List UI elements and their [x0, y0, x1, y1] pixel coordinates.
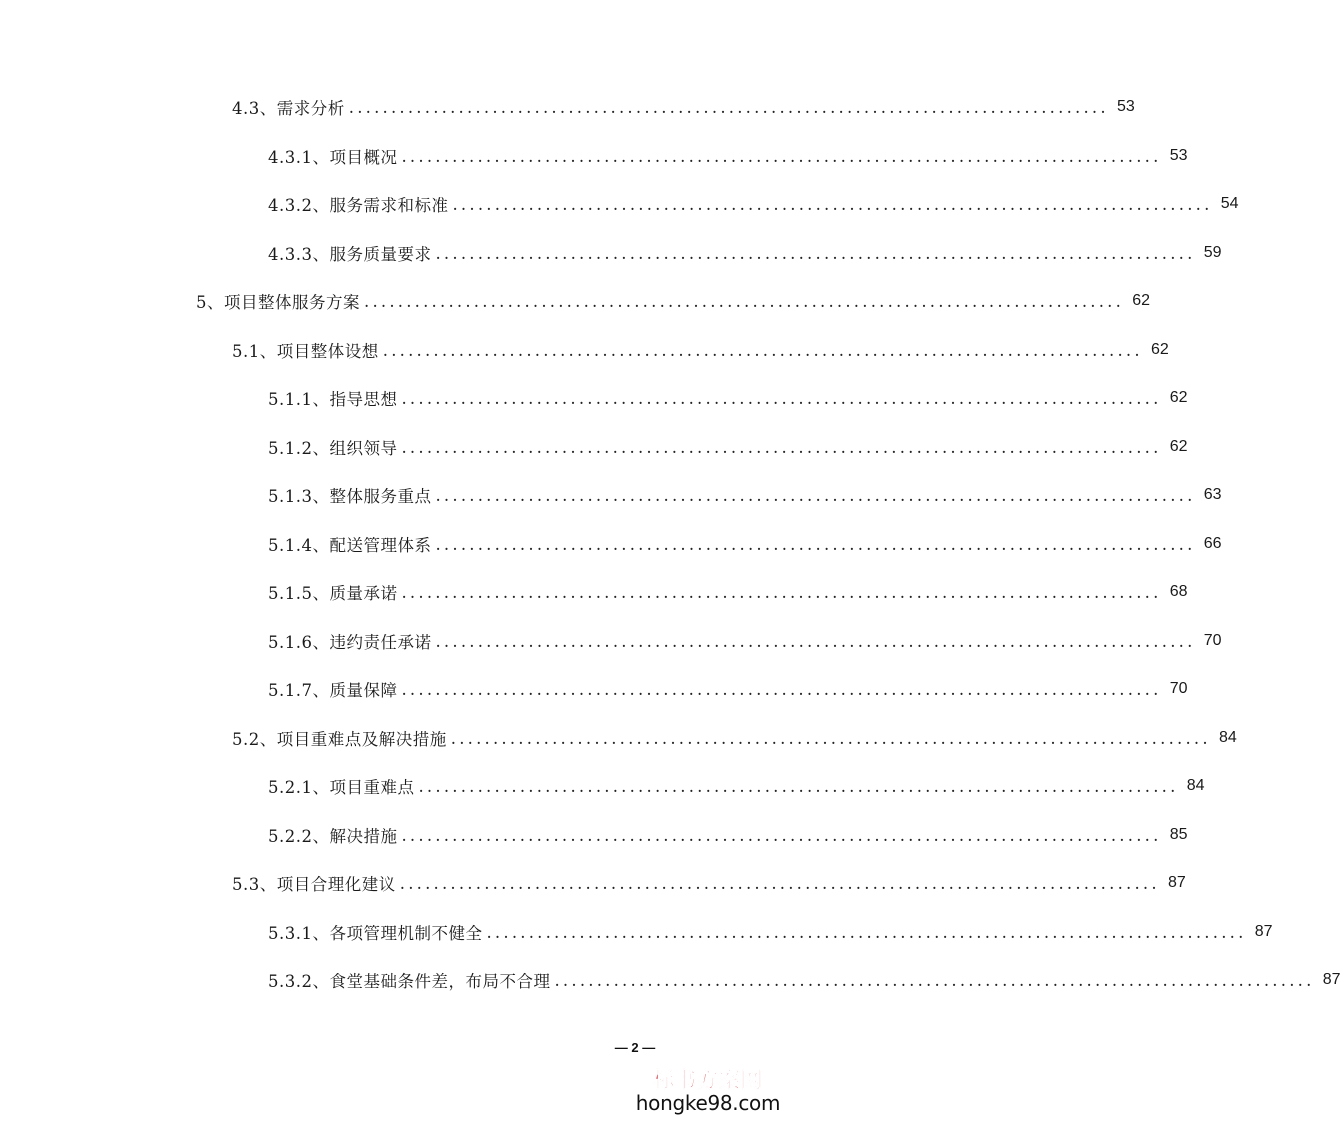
toc-leader-dots: .......................................................................................... [435, 534, 1196, 554]
watermark [633, 1068, 783, 1114]
toc-entry[interactable] [268, 375, 1188, 421]
toc-entry-page: 87 [1254, 923, 1273, 940]
toc-entry-page: 68 [1169, 583, 1188, 600]
toc-entry[interactable] [268, 472, 1222, 518]
toc-entry-page: 62 [1169, 438, 1188, 455]
toc-leader-dots: .......................................................................................... [401, 437, 1162, 457]
toc-entry[interactable] [268, 763, 1205, 809]
toc-entry[interactable] [268, 424, 1188, 470]
toc-leader-dots: .......................................................................................... [435, 243, 1196, 263]
toc-entry-title: 5.1.2、组织领导 [268, 439, 398, 458]
toc-entry[interactable] [232, 84, 1135, 130]
toc-leader-dots: .......................................................................................... [382, 340, 1143, 360]
toc-entry-title: 5、项目整体服务方案 [196, 293, 360, 312]
toc-entry-title: 5.3.2、食堂基础条件差，布局不合理 [268, 972, 551, 991]
toc-entry[interactable] [232, 860, 1186, 906]
toc-entry[interactable] [268, 909, 1273, 955]
toc-entry-title: 4.3.2、服务需求和标准 [268, 196, 449, 215]
toc-entry-page: 87 [1322, 971, 1341, 988]
toc-entry-title: 5.1.1、指导思想 [268, 390, 398, 409]
toc-entry-title: 5.3.1、各项管理机制不健全 [268, 924, 483, 943]
toc-entry-page: 84 [1219, 729, 1237, 746]
toc-entry[interactable] [268, 230, 1222, 276]
toc-entry-title: 5.3、项目合理化建议 [232, 875, 396, 894]
toc-entry[interactable] [268, 618, 1222, 664]
toc-leader-dots: .......................................................................................... [435, 485, 1196, 505]
toc-entry[interactable] [232, 327, 1169, 373]
toc-entry[interactable] [268, 521, 1222, 567]
toc-entry-title: 4.3.1、项目概况 [268, 148, 398, 167]
watermark-url: hongke98.com [635, 1091, 781, 1115]
toc-entry-page: 62 [1132, 292, 1151, 309]
toc-leader-dots: .......................................................................................... [418, 776, 1179, 796]
toc-entry[interactable] [268, 569, 1188, 615]
watermark-title: 标书方案网 [653, 1067, 763, 1092]
toc-entry-page: 53 [1117, 98, 1135, 115]
toc-entry-title: 5.2.1、项目重难点 [268, 778, 415, 797]
toc-leader-dots: .......................................................................................... [401, 825, 1162, 845]
toc-entry-page: 66 [1203, 535, 1222, 552]
toc-entry[interactable] [268, 812, 1188, 858]
toc-entry-page: 85 [1169, 826, 1188, 843]
toc-leader-dots: .......................................................................................... [452, 194, 1213, 214]
toc-entry[interactable] [268, 957, 1341, 1003]
toc-entry-page: 84 [1186, 777, 1205, 794]
toc-entry[interactable] [268, 666, 1188, 712]
toc-entry-title: 5.1、项目整体设想 [232, 342, 379, 361]
toc-entry-page: 70 [1203, 632, 1222, 649]
page-number: — 2 — [614, 1040, 656, 1055]
toc-entry-page: 59 [1203, 244, 1222, 261]
toc-entry-title: 5.2.2、解决措施 [268, 827, 398, 846]
toc-entry-title: 5.2、项目重难点及解决措施 [232, 730, 447, 749]
toc-leader-dots: .......................................................................................... [401, 146, 1162, 166]
toc-entry-title: 5.1.6、违约责任承诺 [268, 633, 432, 652]
toc-entry[interactable] [268, 181, 1239, 227]
toc-leader-dots: .......................................................................................... [435, 631, 1196, 651]
toc-entry-page: 63 [1203, 486, 1222, 503]
toc-entry-title: 4.3、需求分析 [232, 99, 345, 118]
toc-entry-title: 4.3.3、服务质量要求 [268, 245, 432, 264]
toc-leader-dots: .......................................................................................... [401, 679, 1162, 699]
toc-entry-page: 70 [1169, 680, 1188, 697]
toc-entry[interactable] [232, 715, 1237, 761]
toc-entry-page: 87 [1168, 874, 1186, 891]
toc-entry-page: 62 [1151, 341, 1169, 358]
toc-leader-dots: .......................................................................................... [401, 582, 1162, 602]
toc-entry-title: 5.1.7、质量保障 [268, 681, 398, 700]
toc-entry-page: 62 [1169, 389, 1188, 406]
toc-entry[interactable] [196, 278, 1151, 324]
toc-entry[interactable] [268, 133, 1188, 179]
toc-leader-dots: .......................................................................................... [364, 291, 1125, 311]
toc-leader-dots: .......................................................................................... [401, 388, 1162, 408]
toc-leader-dots: .......................................................................................... [554, 970, 1315, 990]
toc-entry-title: 5.1.3、整体服务重点 [268, 487, 432, 506]
toc-entry-title: 5.1.5、质量承诺 [268, 584, 398, 603]
toc-leader-dots: .......................................................................................... [486, 922, 1247, 942]
toc-entry-title: 5.1.4、配送管理体系 [268, 536, 432, 555]
toc-entry-page: 54 [1220, 195, 1239, 212]
toc-leader-dots: .......................................................................................... [450, 728, 1211, 748]
toc-entry-page: 53 [1169, 147, 1188, 164]
toc-leader-dots: .......................................................................................... [399, 873, 1160, 893]
toc-leader-dots: .......................................................................................... [348, 97, 1109, 117]
